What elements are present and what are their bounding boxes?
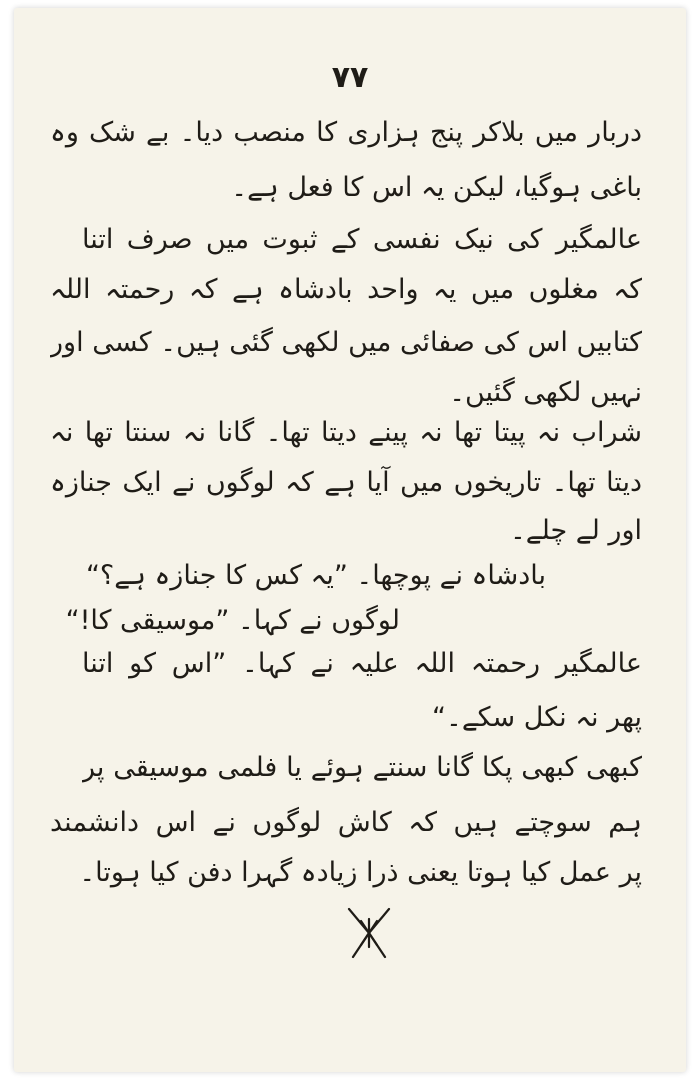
text-line: دربار میں بلاکر پنج ہزاری کا منصب دیا۔ بے شک وہ	[50, 117, 642, 148]
text-line: شراب نہ پیتا تھا نہ پینے دیتا تھا۔ گانا نہ سنتا تھا نہ	[50, 417, 642, 448]
text-line: عالمگیر رحمتہ اللہ علیہ نے کہا۔ ”اس کو اتنا	[82, 648, 642, 679]
text-line: پھر نہ نکل سکے۔“	[432, 702, 642, 733]
text-line: پر عمل کیا ہوتا یعنی ذرا زیادہ گہرا دفن کیا ہوتا۔	[79, 857, 642, 888]
text-line: ہم سوچتے ہیں کہ کاش لوگوں نے اس دانشمند	[50, 807, 642, 838]
text-line: عالمگیر کی نیک نفسی کے ثبوت میں صرف اتنا	[82, 224, 642, 255]
text-line: کہ مغلوں میں یہ واحد بادشاہ ہے کہ رحمتہ اللہ	[50, 274, 642, 305]
book-page	[14, 8, 686, 1072]
page-number: ۷۷	[331, 60, 369, 95]
text-line: کتابیں اس کی صفائی میں لکھی گئی ہیں۔ کسی اور	[50, 327, 642, 358]
text-line: دیتا تھا۔ تاریخوں میں آیا ہے کہ لوگوں نے ایک جنازہ	[50, 467, 642, 498]
text-line: باغی ہوگیا، لیکن یہ اس کا فعل ہے۔	[231, 172, 642, 203]
text-line: کبھی کبھی پکا گانا سنتے ہوئے یا فلمی موسیقی پر	[82, 752, 642, 783]
text-line: اور لے چلے۔	[509, 515, 642, 546]
text-line: لوگوں نے کہا۔ ”موسیقی کا!“	[65, 605, 400, 636]
text-line: بادشاہ نے پوچھا۔ ”یہ کس کا جنازہ ہے؟“	[85, 560, 546, 591]
text-line: نہیں لکھی گئیں۔	[449, 377, 642, 408]
asterism-ornament-icon	[339, 903, 399, 963]
